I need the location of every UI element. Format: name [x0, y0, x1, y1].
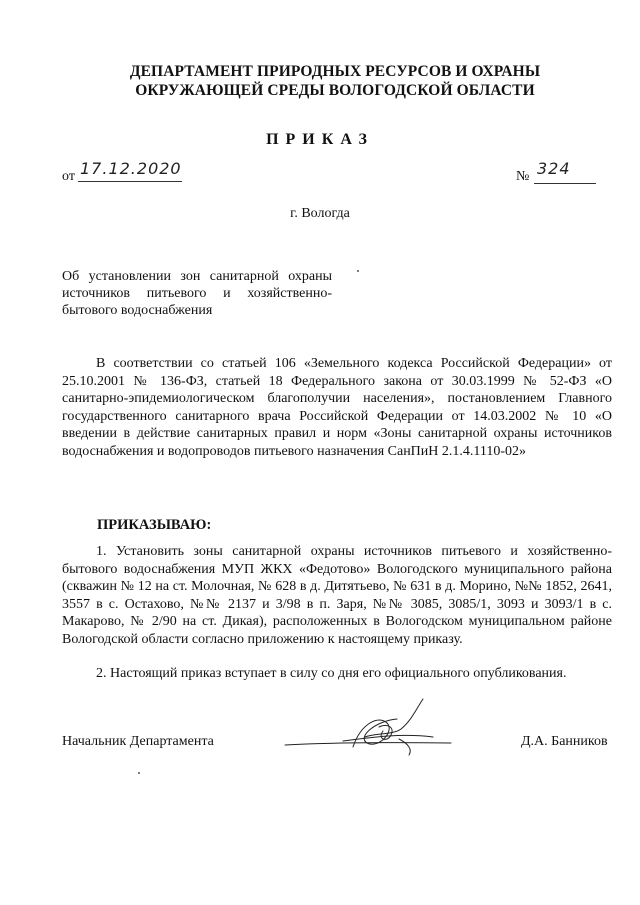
document-date: 17.12.2020: [80, 159, 182, 178]
document-subject: Об установлении зон санитарной охраны источников питьевого и хозяйственно-бытового водоснабжения: [62, 269, 332, 318]
organization-name: [60, 62, 610, 100]
handwritten-signature: [283, 693, 453, 765]
scan-speck: [357, 270, 359, 272]
document-type-title: ПРИКАЗ: [266, 131, 374, 148]
scan-speck: [138, 772, 140, 774]
city: г. Вологда: [290, 206, 350, 221]
signatory-position: Начальник Департамента: [62, 734, 214, 749]
organization-name-line2: ОКРУЖАЮЩЕЙ СРЕДЫ ВОЛОГОДСКОЙ ОБЛАСТИ: [135, 82, 535, 99]
document-number: 324: [537, 159, 571, 178]
order-heading: ПРИКАЗЫВАЮ:: [97, 517, 212, 533]
preamble-paragraph: В соответствии со статьей 106 «Земельного кодекса Российской Федерации» от 25.10.2001 № 136-ФЗ, статьей 18 Федерального закона от 30.03.1999 № 52-ФЗ «О санитарно-эпидемиологическом благополучии населения», постановлением Главного государственного санитарного врача Российской Федерации от 14.03.2002 № 10 «О введении в действие санитарных правил и норм «Зоны санитарной охраны источников водоснабжения и водопроводов питьевого назначения СанПиН 2.1.4.1110-02»: [62, 356, 612, 459]
signatory-name: Д.А. Банников: [521, 734, 608, 749]
order-item-2: 2. Настоящий приказ вступает в силу со дня его официального опубликования.: [96, 666, 567, 681]
date-underline: [78, 181, 182, 182]
number-underline: [534, 183, 596, 184]
number-label: №: [516, 169, 530, 184]
date-label: от: [62, 169, 75, 184]
organization-name-line1: ДЕПАРТАМЕНТ ПРИРОДНЫХ РЕСУРСОВ И ОХРАНЫ: [129, 63, 541, 80]
order-item-1: 1. Установить зоны санитарной охраны источников питьевого и хозяйственно-бытового водоснабжения МУП ЖКХ «Федотово» Вологодского муниципального района (скважин № 12 на ст. Молочная, № 628 в д. Дитятьево, № 631 в д. Морино, №№ 1852, 2641, 3557 в с. Остахово, №№ 2137 и 3/98 в п. Заря, №№ 3085, 3085/1, 3093 и 3093/1 в с. Макарово, № 2/90 на ст. Дикая), расположенных в Вологодском муниципальном районе Вологодской области согласно приложению к настоящему приказу.: [62, 544, 612, 647]
